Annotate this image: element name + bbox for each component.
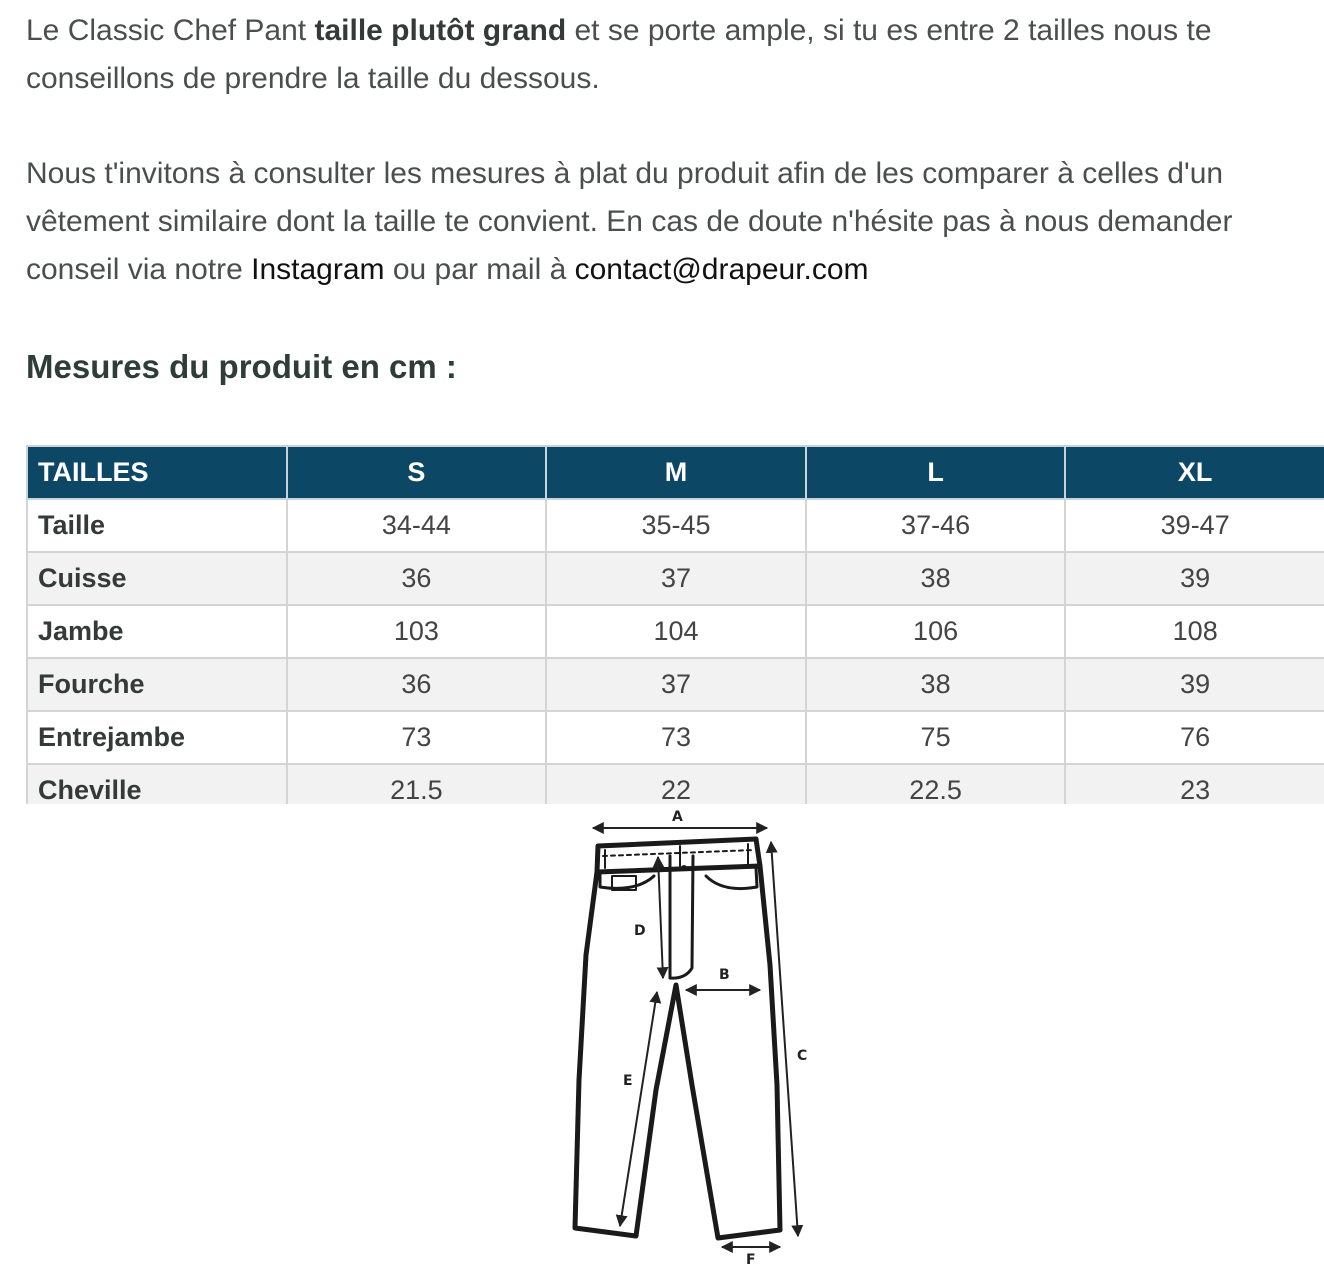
advice-text-start: Nous t'invitons à consulter les mesures à plat du produit afin de les comparer à celles d'un vêtement similaire dont la taille te convient. En cas de doute n'hésite pas à nous demander conseil via notre bbox=[26, 157, 1233, 286]
table-cell: 36 bbox=[287, 658, 547, 711]
row-label: Jambe bbox=[27, 605, 287, 658]
table-cell: 37 bbox=[546, 658, 806, 711]
section-title: Mesures du produit en cm : bbox=[26, 348, 457, 385]
table-cell: 108 bbox=[1065, 605, 1324, 658]
table-cell: 21.5 bbox=[287, 764, 547, 804]
header-cell: S bbox=[287, 446, 547, 499]
advice-paragraph bbox=[26, 150, 1316, 294]
header-cell: M bbox=[546, 446, 806, 499]
table-row bbox=[27, 552, 1324, 605]
label-c: C bbox=[797, 1048, 808, 1064]
table-cell: 37-46 bbox=[806, 499, 1066, 552]
advice-text-middle: ou par mail à bbox=[384, 253, 575, 286]
table-cell: 76 bbox=[1065, 711, 1324, 764]
table-cell: 73 bbox=[546, 711, 806, 764]
table-cell: 34-44 bbox=[287, 499, 547, 552]
table-cell: 75 bbox=[806, 711, 1066, 764]
table-cell: 39 bbox=[1065, 552, 1324, 605]
label-a: A bbox=[672, 809, 683, 825]
table-cell: 38 bbox=[806, 552, 1066, 605]
header-cell: L bbox=[806, 446, 1066, 499]
row-label: Entrejambe bbox=[27, 711, 287, 764]
intro-text-end: et se porte ample, si tu es entre 2 tailles nous te conseillons de prendre la taille du dessous. bbox=[26, 14, 1212, 95]
table-cell: 22.5 bbox=[806, 764, 1066, 804]
table-cell: 22 bbox=[546, 764, 806, 804]
table-cell: 39-47 bbox=[1065, 499, 1324, 552]
table-cell: 36 bbox=[287, 552, 547, 605]
instagram-link[interactable]: Instagram bbox=[251, 253, 385, 286]
row-label: Cheville bbox=[27, 764, 287, 804]
pants-outline bbox=[575, 839, 780, 1238]
table-row bbox=[27, 499, 1324, 552]
table-cell: 35-45 bbox=[546, 499, 806, 552]
table-cell: 106 bbox=[806, 605, 1066, 658]
pants-measurement-diagram bbox=[560, 806, 820, 1266]
label-f: F bbox=[746, 1252, 756, 1266]
header-cell: TAILLES bbox=[27, 446, 287, 499]
button-icon bbox=[681, 865, 687, 871]
label-b: B bbox=[719, 967, 730, 983]
intro-text-start: Le Classic Chef Pant bbox=[26, 14, 315, 47]
table-row bbox=[27, 658, 1324, 711]
table-row bbox=[27, 711, 1324, 764]
label-d: D bbox=[634, 923, 646, 939]
row-label: Taille bbox=[27, 499, 287, 552]
table-row bbox=[27, 764, 1324, 804]
header-cell: XL bbox=[1065, 446, 1324, 499]
size-table-container[interactable] bbox=[26, 445, 1324, 804]
row-label: Fourche bbox=[27, 658, 287, 711]
table-cell: 103 bbox=[287, 605, 547, 658]
email-link[interactable]: contact@drapeur.com bbox=[574, 253, 869, 286]
table-cell: 73 bbox=[287, 711, 547, 764]
intro-bold-text: taille plutôt grand bbox=[314, 14, 567, 47]
intro-paragraph bbox=[26, 7, 1316, 103]
table-cell: 23 bbox=[1065, 764, 1324, 804]
table-row bbox=[27, 605, 1324, 658]
label-e: E bbox=[623, 1073, 633, 1089]
table-header-row bbox=[27, 446, 1324, 499]
table-cell: 38 bbox=[806, 658, 1066, 711]
table-cell: 37 bbox=[546, 552, 806, 605]
size-table bbox=[26, 445, 1324, 804]
row-label: Cuisse bbox=[27, 552, 287, 605]
table-cell: 104 bbox=[546, 605, 806, 658]
table-cell: 39 bbox=[1065, 658, 1324, 711]
